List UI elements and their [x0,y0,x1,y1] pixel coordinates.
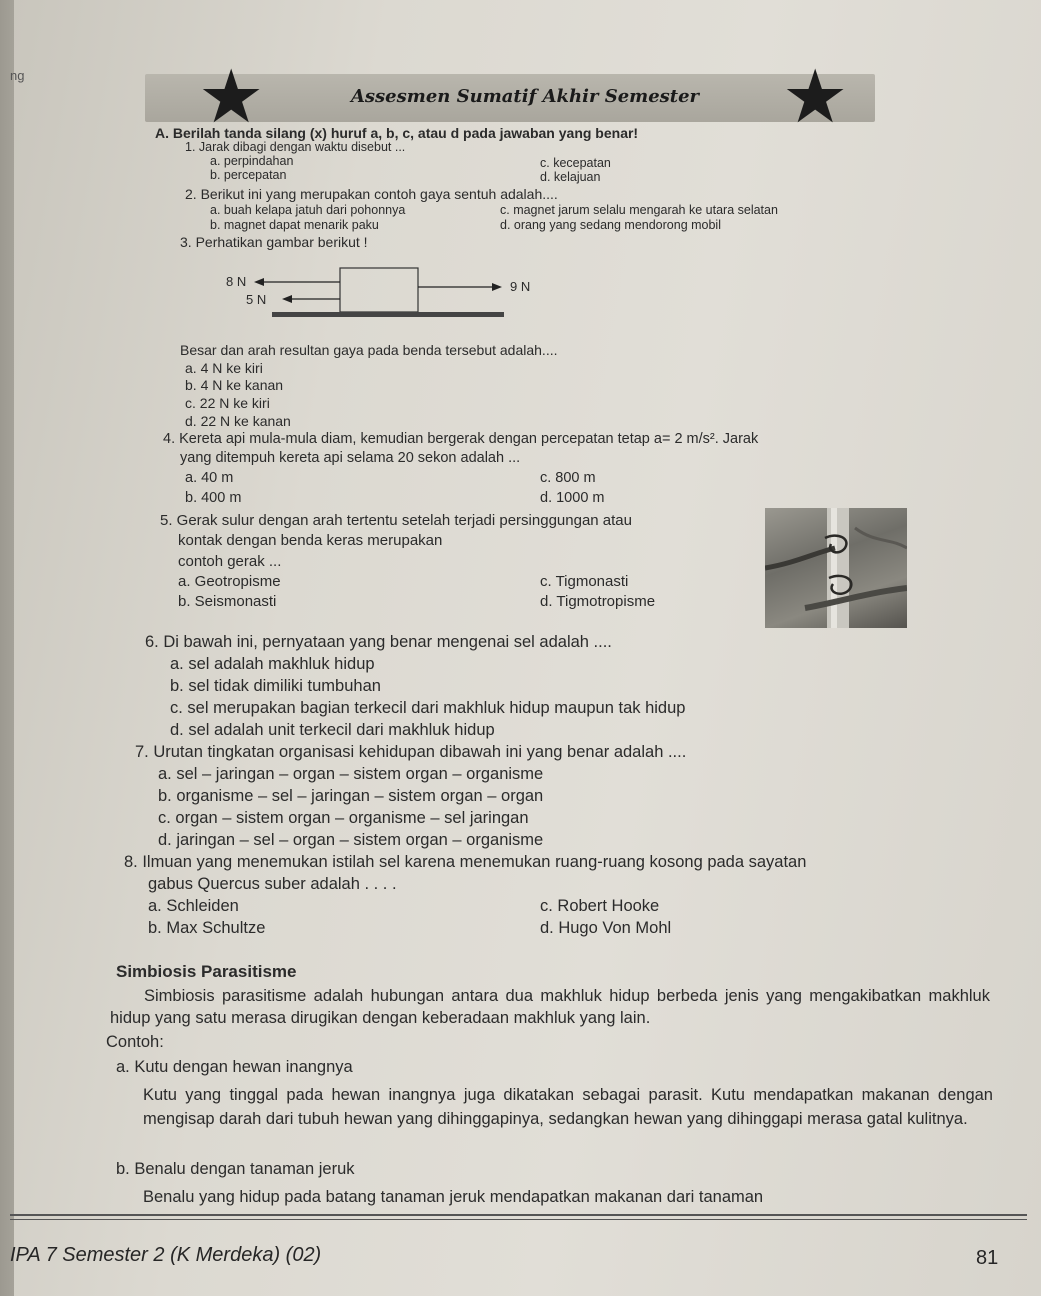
diagram-ground [272,312,504,317]
q7-option-d: d. jaringan – sel – organ – sistem organ – organisme [158,831,544,849]
q2-option-b: b. magnet dapat menarik paku [210,218,379,232]
q2-option-d: d. orang yang sedang mendorong mobil [500,218,721,232]
q4-option-a: a. 40 m [185,470,234,486]
q4-option-b: b. 400 m [185,490,242,506]
q3-option-b: b. 4 N ke kanan [185,377,284,393]
page-title: Assesmen Sumatif Akhir Semester [350,86,700,107]
q8-option-d: d. Hugo Von Mohl [540,919,672,937]
q5-question-line1: 5. Gerak sulur dengan arah tertentu setelah terjadi persinggungan atau [160,512,632,529]
q7-option-a: a. sel – jaringan – organ – sistem organ – organisme [158,765,544,783]
q1-option-c: c. kecepatan [540,156,611,170]
q3-option-d: d. 22 N ke kanan [185,413,291,429]
q2-question: 2. Berikut ini yang merupakan contoh gaya sentuh adalah.... [185,186,558,202]
q7-question: 7. Urutan tingkatan organisasi kehidupan dibawah ini yang benar adalah .... [135,743,687,761]
q2-option-c: c. magnet jarum selalu mengarah ke utara selatan [500,203,778,217]
q7-option-c: c. organ – sistem organ – organisme – sel jaringan [158,809,529,827]
star-right-icon: ★ [782,55,849,138]
q7-option-b: b. organisme – sel – jaringan – sistem organ – organ [158,787,544,805]
arrow-left-5n [282,295,292,303]
label-5n: 5 N [246,292,267,307]
force-diagram [210,262,550,322]
q5-option-b: b. Seismonasti [178,593,277,610]
q3-prompt: Besar dan arah resultan gaya pada benda tersebut adalah.... [180,342,558,358]
diagram-box [340,268,418,312]
q2-option-a: a. buah kelapa jatuh dari pohonnya [210,203,406,217]
example-b-title: b. Benalu dengan tanaman jeruk [116,1160,355,1178]
q4-option-d: d. 1000 m [540,490,605,506]
star-left-icon: ★ [198,55,265,138]
footer-divider-top [10,1214,1027,1216]
q3-option-c: c. 22 N ke kiri [185,395,270,411]
page-number: 81 [976,1247,999,1269]
arrow-left-8n [254,278,264,286]
tendril-photo [765,508,907,628]
q1-option-a: a. perpindahan [210,154,294,168]
q6-option-b: b. sel tidak dimiliki tumbuhan [170,677,381,695]
q5-option-c: c. Tigmonasti [540,573,629,590]
q4-question-line1: 4. Kereta api mula-mula diam, kemudian bergerak dengan percepatan tetap a= 2 m/s². Jarak [163,431,759,447]
q5-question-line3: contoh gerak ... [178,553,282,570]
q3-question: 3. Perhatikan gambar berikut ! [180,234,368,250]
footer-divider-bottom [10,1219,1027,1220]
q1-option-b: b. percepatan [210,168,287,182]
q1-question: 1. Jarak dibagi dengan waktu disebut ... [185,140,406,154]
label-8n: 8 N [226,274,247,289]
q8-option-b: b. Max Schultze [148,919,266,937]
section-a-instruction: A. Berilah tanda silang (x) huruf a, b, c, atau d pada jawaban yang benar! [155,125,639,141]
example-a-title: a. Kutu dengan hewan inangnya [116,1058,353,1076]
q8-question-line2: gabus Quercus suber adalah . . . . [148,875,397,893]
q8-option-a: a. Schleiden [148,897,239,915]
side-label: ng [10,68,25,83]
q5-option-a: a. Geotropisme [178,573,281,590]
q4-question-line2: yang ditempuh kereta api selama 20 sekon adalah ... [180,450,521,466]
example-a-text: Kutu yang tinggal pada hewan inangnya juga dikatakan sebagai parasit. Kutu mendapatkan makanan dengan mengisap darah dari tubuh hewan yang dihinggapinya, sedangkan hewan yang dihinggapi merasa gatal kulitnya. [143,1086,993,1128]
simbiosis-paragraph: Simbiosis parasitisme adalah hubungan antara dua makhluk hidup berbeda jenis yang mengakibatkan makhluk hidup yang satu merasa dirugikan dengan keberadaan makhluk yang lain. [110,987,990,1027]
q4-option-c: c. 800 m [540,470,596,486]
q3-option-a: a. 4 N ke kiri [185,360,263,376]
footer-book-title: IPA 7 Semester 2 (K Merdeka) (02) [10,1244,322,1266]
q5-option-d: d. Tigmotropisme [540,593,656,610]
simbiosis-heading: Simbiosis Parasitisme [116,962,297,981]
q6-option-a: a. sel adalah makhluk hidup [170,655,375,673]
q5-question-line2: kontak dengan benda keras merupakan [178,532,443,549]
contoh-label: Contoh: [106,1033,164,1051]
q6-option-d: d. sel adalah unit terkecil dari makhluk hidup [170,721,495,739]
q1-option-d: d. kelajuan [540,170,601,184]
label-9n: 9 N [510,279,531,294]
arrow-right-9n [492,283,502,291]
q6-question: 6. Di bawah ini, pernyataan yang benar mengenai sel adalah .... [145,633,612,651]
q8-option-c: c. Robert Hooke [540,897,660,915]
example-b-text: Benalu yang hidup pada batang tanaman jeruk mendapatkan makanan dari tanaman [143,1188,764,1206]
q8-question-line1: 8. Ilmuan yang menemukan istilah sel karena menemukan ruang-ruang kosong pada sayatan [124,853,807,871]
q6-option-c: c. sel merupakan bagian terkecil dari makhluk hidup maupun tak hidup [170,699,686,717]
